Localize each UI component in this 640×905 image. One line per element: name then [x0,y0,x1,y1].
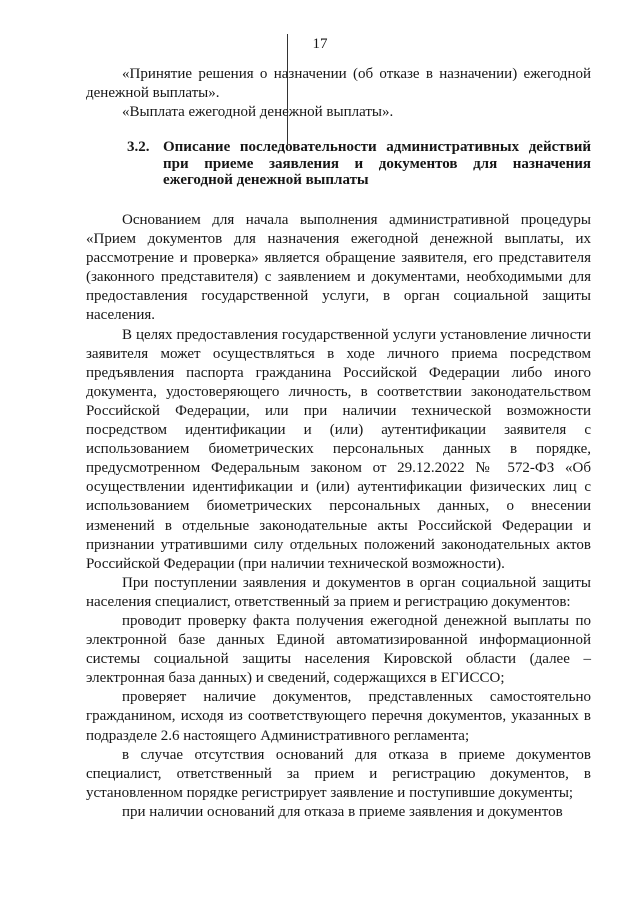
intro-line-1: «Принятие решения о назначении (об отказе в назначении) ежегодной денежной выплаты». [86,66,591,102]
paragraph: При поступлении заявления и документов в орган социальной защиты населения специалист, ответственный за прием и регистрацию документов: [86,574,591,610]
section-title: Описание последовательности административных действий при приеме заявления и документов для назначения ежегодной денежной выплаты [163,139,591,188]
paragraph: В целях предоставления государственной услуги установление личности заявителя может осуществляться в ходе личного приема посредством предъявления паспорта гражданина Российской Федерации либо иного документа, удостоверяющего личность, в соответствии законодательством Российской Федерации, или при наличии технической возможности посредством идентификации и (или) аутентификации заявителя с использованием биометрических персональных данных в порядке, предусмотренном Федеральным законом от 29.12.2022 № 572-ФЗ «Об осуществлении идентификации и (или) аутентификации физических лиц с использованием биометрических персональных данных, о внесении изменений в отдельные законодательные акты Российской Федерации и признании утратившими силу отдельных положений законодательных актов Российской Федерации (при наличии технической возможности). [86,326,591,572]
paragraph: при наличии оснований для отказа в приеме заявления и документов [122,803,563,820]
paragraph: проверяет наличие документов, представленных самостоятельно гражданином, исходя из соответствующего перечня документов, указанных в подразделе 2.6 настоящего Административного регламента; [86,689,591,744]
paragraph: проводит проверку факта получения ежегодной денежной выплаты по электронной базе данных Единой автоматизированной информационной системы социальной защиты населения Кировской области (далее – электронная база данных) и сведений, содержащихся в ЕГИССО; [86,612,591,687]
section-heading [127,139,591,189]
body-text [86,211,591,822]
paragraph: Основанием для начала выполнения административной процедуры «Прием документов для назначения ежегодной денежной выплаты, их рассмотрение и проверка» является обращение заявителя, его представителя (законного представителя) с заявлением и документами, необходимыми для предоставления государственной услуги, в орган социальной защиты населения. [86,212,591,324]
page-number: 17 [312,36,328,52]
intro-block [86,65,591,122]
section-number: 3.2. [127,139,150,155]
intro-line-2: «Выплата ежегодной денежной выплаты». [122,104,394,121]
paragraph: в случае отсутствия оснований для отказа в приеме документов специалист, ответственный за прием и регистрацию документов, в установленном порядке регистрирует заявление и поступившие документы; [86,746,591,801]
